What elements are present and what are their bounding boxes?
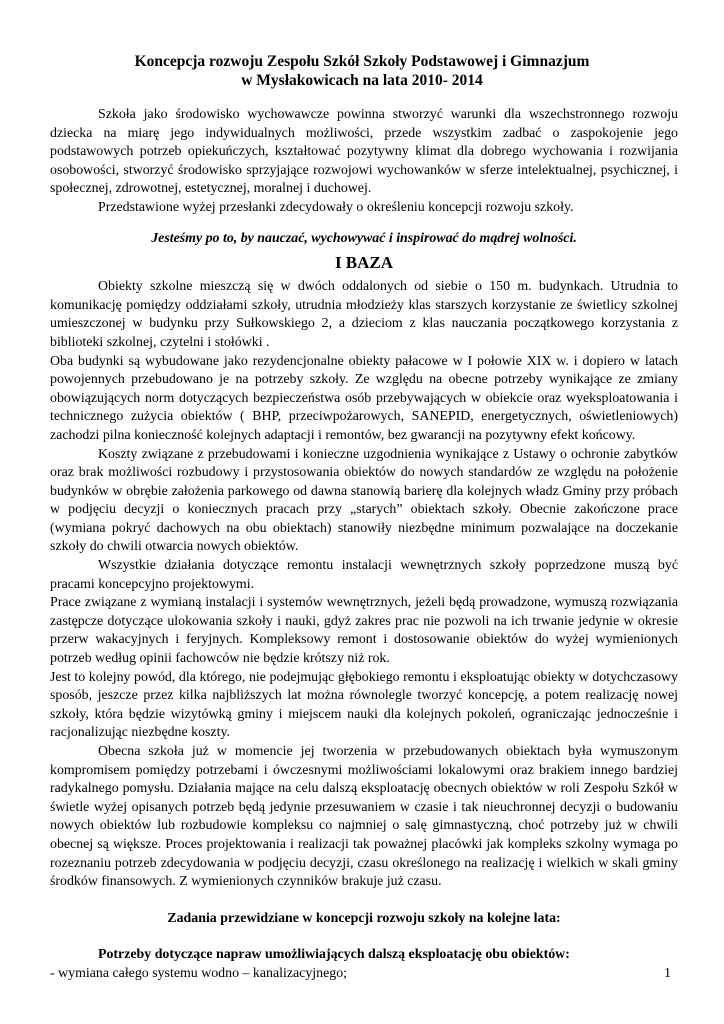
document-body <box>50 106 678 984</box>
document-title <box>60 52 664 90</box>
title-line-2: w Mysłakowicach na lata 2010- 2014 <box>241 72 483 89</box>
page-number: 1 <box>664 966 671 981</box>
paragraph: Jest to kolejny powód, dla którego, nie podejmując głębokiego remontu i eksploatując obiekty w dotychczasowy sposób, jeszcze przez kilka najbliższych lat można równolegle tworzyć koncepcję, a potem realizację nowej szkoły, która będzie wizytówką gminy i miejscem nauki dla kolejnych pokoleń, ograniczając jednocześnie i racjonalizując niezbędne koszty. <box>50 669 678 741</box>
paragraph: Koszty związane z przebudowami i konieczne uzgodnienia wynikające z Ustawy o ochronie zabytków oraz brak możliwości rozbudowy i przystosowania obiektów do nowych standardów ze względu na położenie budynków w obrębie założenia parkowego od dawna stanowią barierę dla kolejnych władz Gminy przy próbach w podjęciu decyzji o koniecznych pracach przy „starych” obiektach szkoły. Obecnie zakończone prace (wymiana pokryć dachowych na obu obiektach) stanowiły niezbędne minimum pozwalające na doczekanie szkoły do chwili otwarcia nowych obiektów. <box>50 446 678 555</box>
title-line-1: Koncepcja rozwoju Zespołu Szkół Szkoły Podstawowej i Gimnazjum <box>134 53 590 70</box>
section-title: I BAZA <box>334 253 394 273</box>
needs-heading: Potrzeby dotyczące napraw umożliwiających dalszą eksploatację obu obiektów: <box>98 947 570 963</box>
intro-paragraph-2: Przedstawione wyżej przesłanki zdecydowały o określeniu koncepcji rozwoju szkoły. <box>98 199 574 215</box>
intro-paragraph: Szkoła jako środowisko wychowawcze powinna stworzyć warunki dla wszechstronnego rozwoju dziecka na miarę jego indywidualnych możliwości, przede wszystkim zadbać o zaspokojenie jego podstawowych potrzeb opiekuńczych, kształtować pozytywny klimat dla dobrego wychowania i rozwijania osobowości, stworzyć środowisko sprzyjające rozwojowi wychowanków w sferze intelektualnej, psychicznej, i społecznej, zdrowotnej, estetycznej, moralnej i duchowej. <box>50 107 678 197</box>
paragraph: Obecna szkoła już w momencie jej tworzenia w przebudowanych obiektach była wymuszonym kompromisem pomiędzy potrzebami i ówczesnymi możliwościami lokalowymi oraz brakiem innego bardziej radykalnego pomysłu. Działania mające na celu dalszą eksploatację obecnych obiektów w roli Zespołu Szkół w świetle wyżej opisanych potrzeb będą jedynie przesuwaniem w czasie i tak nieuchronnej decyzji o budowaniu nowych obiektów lub rozbudowie kompleksu co najmniej o salę gimnastyczną, choć potrzeby już w chwili obecnej są większe. Proces projektowania i realizacji tak poważnej placówki jak kompleks szkolny wymaga po rozeznaniu potrzeb zdecydowania w podjęciu decyzji, czasu określonego na realizację i wielkich w skali gminy środków finansowych. Z wymienionych czynników brakuje już czasu. <box>50 744 678 890</box>
motto: Jesteśmy po to, by nauczać, wychowywać i inspirować do mądrej wolności. <box>151 230 577 246</box>
list-item: - wymiana całego systemu wodno – kanalizacyjnego; <box>50 965 348 981</box>
paragraph: Obiekty szkolne mieszczą się w dwóch oddalonych od siebie o 150 m. budynkach. Utrudnia to komunikację pomiędzy oddziałami szkoły, utrudnia młodzieży klas starszych korzystanie ze świetlicy szkolnej umieszczonej w budynku przy Sułkowskiego 2, a dzieciom z klas nauczania początkowego korzystania z biblioteki szkolnej, czytelni i stołówki . <box>50 279 678 350</box>
paragraph: Prace związane z wymianą instalacji i systemów wewnętrznych, jeżeli będą prowadzone, wymuszą rozwiązania zastępcze dotyczące ulokowania szkoły i nauki, gdyż zakres prac nie pozwoli na ich trwanie jedynie w okresie przerw wakacyjnych i feryjnych. Kompleksowy remont i dostosowanie obiektów do wyżej wymienionych potrzeb według opinii fachowców nie będzie krótszy niż rok. <box>50 595 678 667</box>
paragraph: Oba budynki są wybudowane jako rezydencjonalne obiekty pałacowe w I połowie XIX w. i dopiero w latach powojennych przebudowano je na potrzeby szkoły. Ze względu na obecne potrzeby wynikające ze zmiany obowiązujących norm dotyczących bezpieczeństwa osób przebywających w obiekcie oraz wyeksploatowania i technicznego zużycia obiektów ( BHP, przeciwpożarowych, SANEPID, energetycznych, oświetleniowych) zachodzi pilna konieczność kolejnych adaptacji i remontów, bez gwarancji na pozytywny efekt końcowy. <box>50 353 678 443</box>
paragraph: Wszystkie działania dotyczące remontu instalacji wewnętrznych szkoły poprzedzone muszą być pracami koncepcyjno projektowymi. <box>50 558 678 592</box>
tasks-heading: Zadania przewidziane w koncepcji rozwoju szkoły na kolejne lata: <box>167 910 561 926</box>
